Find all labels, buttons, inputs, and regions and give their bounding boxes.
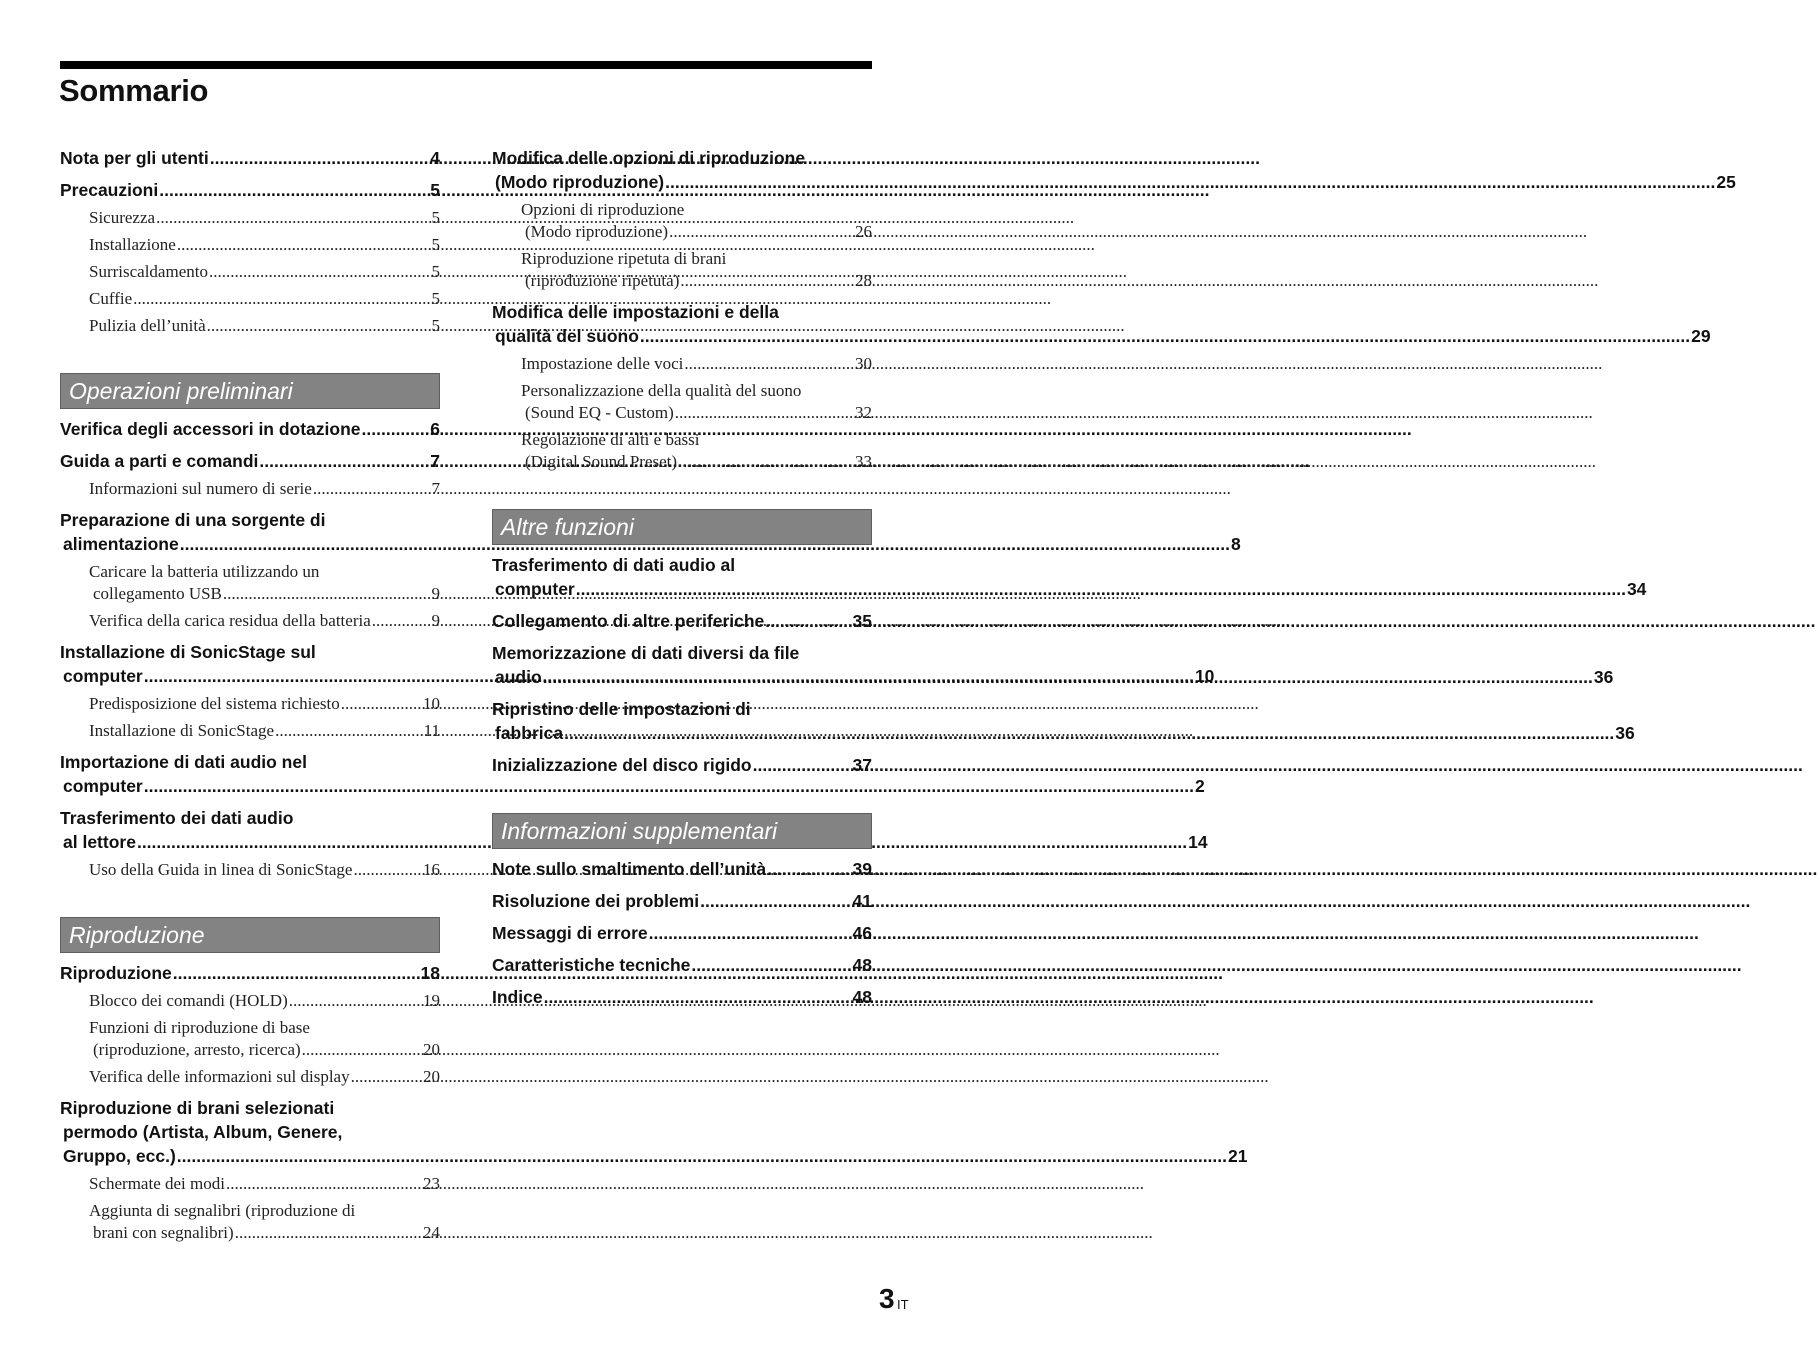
page-ref: 5 [430, 180, 440, 200]
page-ref: 9 [431, 584, 440, 603]
dot-leader [669, 221, 854, 243]
entry-row [492, 985, 872, 1009]
dot-leader [640, 326, 1690, 346]
dot-leader [684, 353, 854, 375]
entry-title: Pulizia dell’unità [89, 316, 206, 335]
toc-entry[interactable] [492, 300, 1711, 348]
entry-title: Schermate dei modi [89, 1174, 225, 1193]
dot-leader [372, 610, 431, 632]
page-ref: 6 [430, 419, 440, 439]
entry-row [89, 990, 440, 1012]
entry-row [492, 170, 1736, 194]
entry-title: Inizializzazione del disco rigido [492, 755, 752, 775]
entry-row [60, 961, 440, 985]
entry-title: Predisposizione del sistema richiesto [89, 694, 340, 713]
page-ref: 32 [855, 403, 872, 422]
entry-row [521, 221, 872, 243]
entry-title: Sicurezza [89, 208, 156, 227]
entry-title: qualità del suono [495, 326, 639, 346]
page-ref: 5 [431, 235, 440, 254]
page-ref: 16 [423, 860, 440, 879]
page-ref: 36 [1615, 723, 1635, 743]
page-ref: 5 [431, 316, 440, 335]
dot-leader [313, 478, 431, 500]
dot-leader [544, 985, 852, 1009]
entry-title: Installazione di SonicStage [89, 721, 275, 740]
toc-entry[interactable] [492, 146, 1736, 194]
toc-subentry[interactable] [60, 261, 440, 283]
dot-leader [353, 859, 422, 881]
entry-title: Messaggi di errore [492, 923, 648, 943]
entry-title: Uso della Guida in linea di SonicStage [89, 860, 353, 879]
dot-leader [173, 961, 420, 985]
page-number: 3 [879, 1283, 895, 1314]
dot-leader [302, 1039, 422, 1061]
entry-row [89, 1173, 440, 1195]
entry-title-line: Preparazione di una sorgente di [60, 510, 326, 530]
entry-row [89, 610, 440, 632]
dot-leader [649, 921, 852, 945]
dot-leader [177, 1146, 1227, 1166]
page-ref: 19 [423, 991, 440, 1010]
dot-leader [209, 261, 431, 283]
entry-row [492, 609, 872, 633]
dot-leader [675, 402, 854, 424]
dot-leader [564, 723, 1614, 743]
toc-subentry[interactable] [60, 315, 440, 337]
entry-title: (Modo riproduzione) [525, 222, 669, 241]
entry-title: computer [63, 666, 143, 686]
entry-row [60, 449, 440, 473]
entry-row [89, 288, 440, 310]
dot-leader [226, 1173, 422, 1195]
entry-row [492, 324, 1711, 348]
entry-row [492, 577, 1647, 601]
page-ref: 5 [431, 262, 440, 281]
entry-row [89, 315, 440, 337]
entry-row [89, 1066, 440, 1088]
toc-subentry[interactable] [60, 478, 440, 500]
dot-leader [210, 146, 430, 170]
entry-title: (Modo riproduzione) [495, 172, 665, 192]
entry-title: Verifica degli accessori in dotazione [60, 419, 361, 439]
entry-row [492, 889, 872, 913]
entry-title: Indice [492, 987, 543, 1007]
entry-title-line: Installazione di SonicStage sul [60, 642, 316, 662]
entry-title: Surriscaldamento [89, 262, 208, 281]
entry-title-line: Aggiunta di segnalibri (riproduzione di [89, 1201, 356, 1220]
page-ref: 2 [1194, 776, 1205, 796]
entry-row [89, 1039, 440, 1061]
dot-leader [362, 417, 430, 441]
page-ref: 8 [1230, 534, 1241, 554]
entry-row [60, 532, 1241, 556]
entry-title-line: Ripristino delle impostazioni di [492, 699, 751, 719]
page-ref: 24 [423, 1223, 440, 1242]
entry-title-line: Memorizzazione di dati diversi da file [492, 643, 800, 663]
entry-title: Impostazione delle voci [521, 354, 684, 373]
dot-leader [678, 451, 854, 473]
toc-entry[interactable] [492, 553, 1647, 601]
dot-leader [680, 270, 854, 292]
page-ref: 39 [852, 859, 872, 879]
dot-leader [223, 583, 431, 605]
entry-title: audio [495, 667, 542, 687]
entry-title: Verifica delle informazioni sul display [89, 1067, 350, 1086]
entry-row [492, 857, 872, 881]
entry-title-line: Riproduzione di brani selezionati [60, 1098, 335, 1118]
entry-row [492, 753, 872, 777]
page-ref: 25 [1716, 172, 1736, 192]
page-ref: 35 [852, 611, 872, 631]
page-ref: 5 [431, 208, 440, 227]
page-ref: 23 [423, 1174, 440, 1193]
entry-row [89, 234, 440, 256]
entry-row [521, 353, 872, 375]
toc-subentry[interactable] [492, 199, 872, 243]
page-ref: 36 [1593, 667, 1614, 687]
dot-leader [289, 990, 422, 1012]
entry-row [60, 146, 440, 170]
entry-title: (Sound EQ - Custom) [525, 403, 674, 422]
dot-leader [235, 1222, 422, 1244]
entry-row [521, 270, 872, 292]
entry-title: al lettore [63, 832, 136, 852]
toc-subentry[interactable] [492, 248, 872, 292]
dot-leader [351, 1066, 422, 1088]
entry-title: Guida a parti e comandi [60, 451, 259, 471]
toc-entry[interactable] [492, 753, 872, 777]
page-ref: 10 [423, 694, 440, 713]
entry-title: Risoluzione dei problemi [492, 891, 700, 911]
page-ref: 48 [852, 987, 872, 1007]
dot-leader [765, 609, 851, 633]
page-title: Sommario [59, 73, 209, 108]
toc-entry[interactable] [492, 609, 872, 633]
toc-subentry[interactable] [492, 353, 872, 375]
top-rule [60, 61, 872, 69]
entry-title-line: Modifica delle impostazioni e della [492, 302, 779, 322]
entry-row [492, 921, 872, 945]
entry-title: Informazioni sul numero di serie [89, 479, 312, 498]
entry-row [89, 583, 440, 605]
dot-leader [767, 857, 851, 881]
entry-title-line: Modifica delle opzioni di riproduzione [492, 148, 806, 168]
page-ref: 4 [430, 148, 440, 168]
page-ref: 48 [852, 955, 872, 975]
entry-title-line: permodo (Artista, Album, Genere, [63, 1122, 343, 1142]
dot-leader [133, 288, 430, 310]
dot-leader [665, 172, 1715, 192]
toc-subentry[interactable] [492, 429, 872, 473]
page-ref: 41 [852, 891, 872, 911]
entry-title-line: Opzioni di riproduzione [521, 200, 685, 219]
page-ref: 46 [852, 923, 872, 943]
toc-entry[interactable] [60, 146, 440, 170]
dot-leader [159, 178, 429, 202]
page-ref: 20 [423, 1067, 440, 1086]
entry-row [60, 1144, 1248, 1168]
entry-row [492, 721, 1635, 745]
toc-entry[interactable] [60, 417, 440, 441]
page-ref: 29 [1691, 326, 1711, 346]
toc-entry[interactable] [60, 178, 440, 202]
toc-subentry[interactable] [492, 380, 872, 424]
entry-row [60, 178, 440, 202]
page-ref: 10 [1194, 666, 1215, 686]
section-heading: Informazioni supplementari [492, 813, 872, 849]
entry-title-line: Importazione di dati audio nel [60, 752, 307, 772]
entry-row [89, 859, 440, 881]
dot-leader [543, 667, 1593, 687]
page-ref: 28 [855, 271, 872, 290]
toc-subentry[interactable] [60, 1066, 440, 1088]
entry-title: Blocco dei comandi (HOLD) [89, 991, 288, 1010]
entry-title: Installazione [89, 235, 176, 254]
entry-title: brani con segnalibri) [93, 1223, 234, 1242]
toc-entry[interactable] [60, 449, 440, 473]
entry-title: Nota per gli utenti [60, 148, 209, 168]
toc-entry[interactable] [492, 953, 872, 977]
dot-leader [156, 207, 430, 229]
entry-title: Collegamento di altre periferiche [492, 611, 765, 631]
toc-entry[interactable] [492, 857, 872, 881]
entry-title-line: Regolazione di alti e bassi [521, 430, 700, 449]
page-ref: 21 [1228, 1146, 1248, 1166]
page-ref: 26 [855, 222, 872, 241]
entry-title: (riproduzione ripetuta) [525, 271, 680, 290]
section-heading: Altre funzioni [492, 509, 872, 545]
toc-subentry[interactable] [60, 1173, 440, 1195]
page-ref: 18 [420, 963, 440, 983]
page-ref: 5 [431, 289, 440, 308]
toc-subentry[interactable] [60, 1017, 440, 1061]
entry-title: collegamento USB [93, 584, 222, 603]
dot-leader [700, 889, 851, 913]
entry-title-line: Trasferimento di dati audio al [492, 555, 736, 575]
toc-subentry[interactable] [60, 561, 440, 605]
entry-title: (riproduzione, arresto, ricerca) [93, 1040, 301, 1059]
page-ref: 7 [430, 451, 440, 471]
page-ref: 33 [855, 452, 872, 471]
toc-subentry[interactable] [60, 693, 440, 715]
dot-leader [753, 753, 852, 777]
toc-entry[interactable] [60, 1096, 1248, 1168]
toc-subentry[interactable] [60, 859, 440, 881]
toc-entry[interactable] [492, 889, 872, 913]
dot-leader [259, 449, 429, 473]
toc-entry[interactable] [492, 921, 872, 945]
entry-row [521, 451, 872, 473]
entry-row [89, 720, 440, 742]
entry-row [89, 693, 440, 715]
entry-title-line: Funzioni di riproduzione di base [89, 1018, 310, 1037]
page-ref: 11 [423, 721, 440, 740]
entry-title: Cuffie [89, 289, 133, 308]
entry-title: Gruppo, ecc.) [63, 1146, 176, 1166]
entry-title: Riproduzione [60, 963, 172, 983]
toc-subentry[interactable] [60, 610, 440, 632]
page-ref: 7 [431, 479, 440, 498]
entry-row [89, 207, 440, 229]
entry-row [89, 1222, 440, 1244]
toc-entry[interactable] [60, 961, 440, 985]
dot-leader [207, 315, 431, 337]
section-heading: Operazioni preliminari [60, 373, 440, 409]
section-heading: Riproduzione [60, 917, 440, 953]
entry-title-line: Trasferimento dei dati audio [60, 808, 294, 828]
entry-title: Verifica della carica residua della batteria [89, 611, 371, 630]
dot-leader [691, 953, 851, 977]
entry-row [60, 417, 440, 441]
toc-subentry[interactable] [60, 1200, 440, 1244]
page-ref: 9 [431, 611, 440, 630]
entry-title-line: Caricare la batteria utilizzando un [89, 562, 320, 581]
entry-title: computer [495, 579, 575, 599]
entry-title: fabbrica [495, 723, 564, 743]
entry-title: Note sullo smaltimento dell’unità [492, 859, 767, 879]
entry-title: Caratteristiche tecniche [492, 955, 691, 975]
page-language: IT [897, 1297, 909, 1312]
dot-leader [576, 579, 1626, 599]
toc-subentry[interactable] [60, 720, 440, 742]
page-ref: 34 [1626, 579, 1647, 599]
dot-leader [341, 693, 422, 715]
entry-row [60, 774, 1205, 798]
page-ref: 37 [852, 755, 872, 775]
entry-title: alimentazione [63, 534, 179, 554]
entry-title-line: Riproduzione ripetuta di brani [521, 249, 727, 268]
entry-row [89, 261, 440, 283]
page-ref: 30 [855, 354, 872, 373]
entry-title-line: Personalizzazione della qualità del suono [521, 381, 802, 400]
page-ref: 14 [1188, 832, 1208, 852]
entry-title: Precauzioni [60, 180, 159, 200]
toc-entry[interactable] [492, 985, 872, 1009]
dot-leader [275, 720, 423, 742]
entry-title: (Digital Sound Preset) [525, 452, 678, 471]
toc-subentry[interactable] [60, 288, 440, 310]
toc-entry[interactable] [492, 697, 1635, 745]
dot-leader [177, 234, 431, 256]
entry-row [521, 402, 872, 424]
toc-subentry[interactable] [60, 990, 440, 1012]
entry-title: computer [63, 776, 143, 796]
entry-row [89, 478, 440, 500]
toc-subentry[interactable] [60, 234, 440, 256]
toc-subentry[interactable] [60, 207, 440, 229]
page-ref: 20 [423, 1040, 440, 1059]
entry-row [492, 953, 872, 977]
